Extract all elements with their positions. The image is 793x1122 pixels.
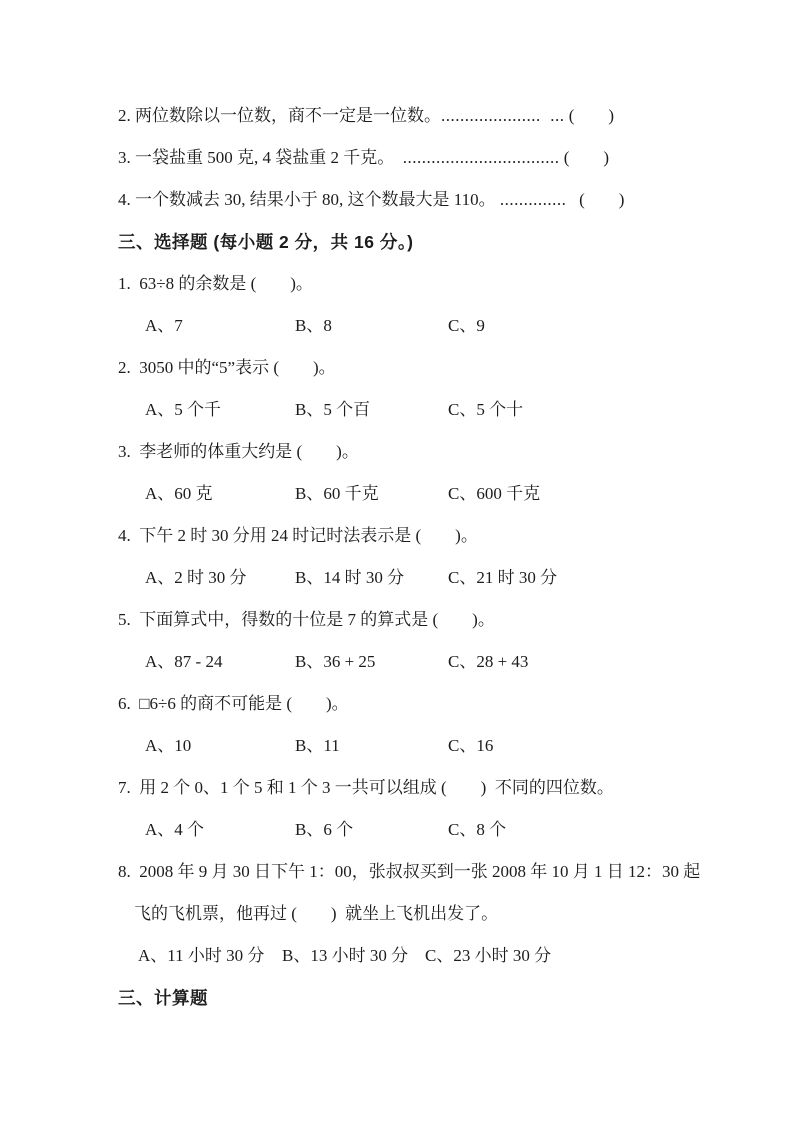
choice-q7-stem: 7. 用 2 个 0、1 个 5 和 1 个 3 一共可以组成 ( ) 不同的四位数。	[118, 778, 614, 797]
option-c: C、28 + 43	[448, 652, 529, 671]
choice-q8-options	[118, 935, 733, 977]
choice-q1-stem: 1. 63÷8 的余数是 ( )。	[118, 274, 313, 293]
choice-q1-options	[118, 305, 733, 347]
choice-q5-stem: 5. 下面算式中，得数的十位是 7 的算式是 ( )。	[118, 610, 495, 629]
choice-q2-options	[118, 389, 733, 431]
option-c: C、21 时 30 分	[448, 568, 558, 587]
option-c: C、23 小时 30 分	[425, 946, 552, 965]
option-a: A、4 个	[145, 820, 205, 839]
calculation-section-heading: 三、计算题	[118, 988, 208, 1008]
true-false-text: 2. 两位数除以一位数，商不一定是一位数。	[118, 106, 441, 125]
option-a: A、60 克	[145, 484, 213, 503]
choice-q2-stem: 2. 3050 中的“5”表示 ( )。	[118, 358, 336, 377]
choice-q8-stem-line1: 8. 2008 年 9 月 30 日下午 1：00，张叔叔买到一张 2008 年 10 月 1 日 12：30 起	[118, 862, 701, 881]
option-a: A、10	[145, 736, 192, 755]
choice-q3-stem: 3. 李老师的体重大约是 ( )。	[118, 442, 359, 461]
answer-bracket: ( )	[566, 190, 625, 209]
option-b: B、6 个	[295, 820, 354, 839]
choice-q5-options	[118, 641, 733, 683]
dot-leader: ..................... ...	[441, 106, 565, 125]
dot-leader: .................................	[402, 148, 560, 167]
true-false-text: 3. 一袋盐重 500 克, 4 袋盐重 2 千克。	[118, 148, 403, 167]
true-false-item	[118, 179, 733, 221]
true-false-item	[118, 95, 733, 137]
option-a: A、11 小时 30 分	[138, 946, 265, 965]
option-b: B、8	[295, 316, 332, 335]
choice-section-heading: 三、选择题 (每小题 2 分，共 16 分。)	[118, 232, 414, 252]
choice-q3-options	[118, 473, 733, 515]
option-b: B、36 + 25	[295, 652, 376, 671]
option-b: B、5 个百	[295, 400, 371, 419]
option-a: A、87 - 24	[145, 652, 223, 671]
choice-q8-stem-line2: 飞的飞机票，他再过 ( ) 就坐上飞机出发了。	[134, 904, 499, 923]
dot-leader: ..............	[499, 190, 567, 209]
option-b: B、11	[295, 736, 340, 755]
option-b: B、60 千克	[295, 484, 379, 503]
option-c: C、600 千克	[448, 484, 541, 503]
choice-q6-options	[118, 725, 733, 767]
answer-bracket: ( )	[559, 148, 610, 167]
option-c: C、16	[448, 736, 494, 755]
choice-q7-options	[118, 809, 733, 851]
option-c: C、8 个	[448, 820, 507, 839]
option-b: B、13 小时 30 分	[282, 946, 409, 965]
choice-q4-stem: 4. 下午 2 时 30 分用 24 时记时法表示是 ( )。	[118, 526, 478, 545]
option-a: A、2 时 30 分	[145, 568, 247, 587]
choice-q6-stem: 6. □6÷6 的商不可能是 ( )。	[118, 694, 349, 713]
option-a: A、7	[145, 316, 183, 335]
option-b: B、14 时 30 分	[295, 568, 405, 587]
option-a: A、5 个千	[145, 400, 222, 419]
option-c: C、5 个十	[448, 400, 524, 419]
true-false-item	[118, 137, 733, 179]
choice-q4-options	[118, 557, 733, 599]
true-false-text: 4. 一个数减去 30, 结果小于 80, 这个数最大是 110。	[118, 190, 500, 209]
answer-bracket: ( )	[564, 106, 615, 125]
option-c: C、9	[448, 316, 485, 335]
